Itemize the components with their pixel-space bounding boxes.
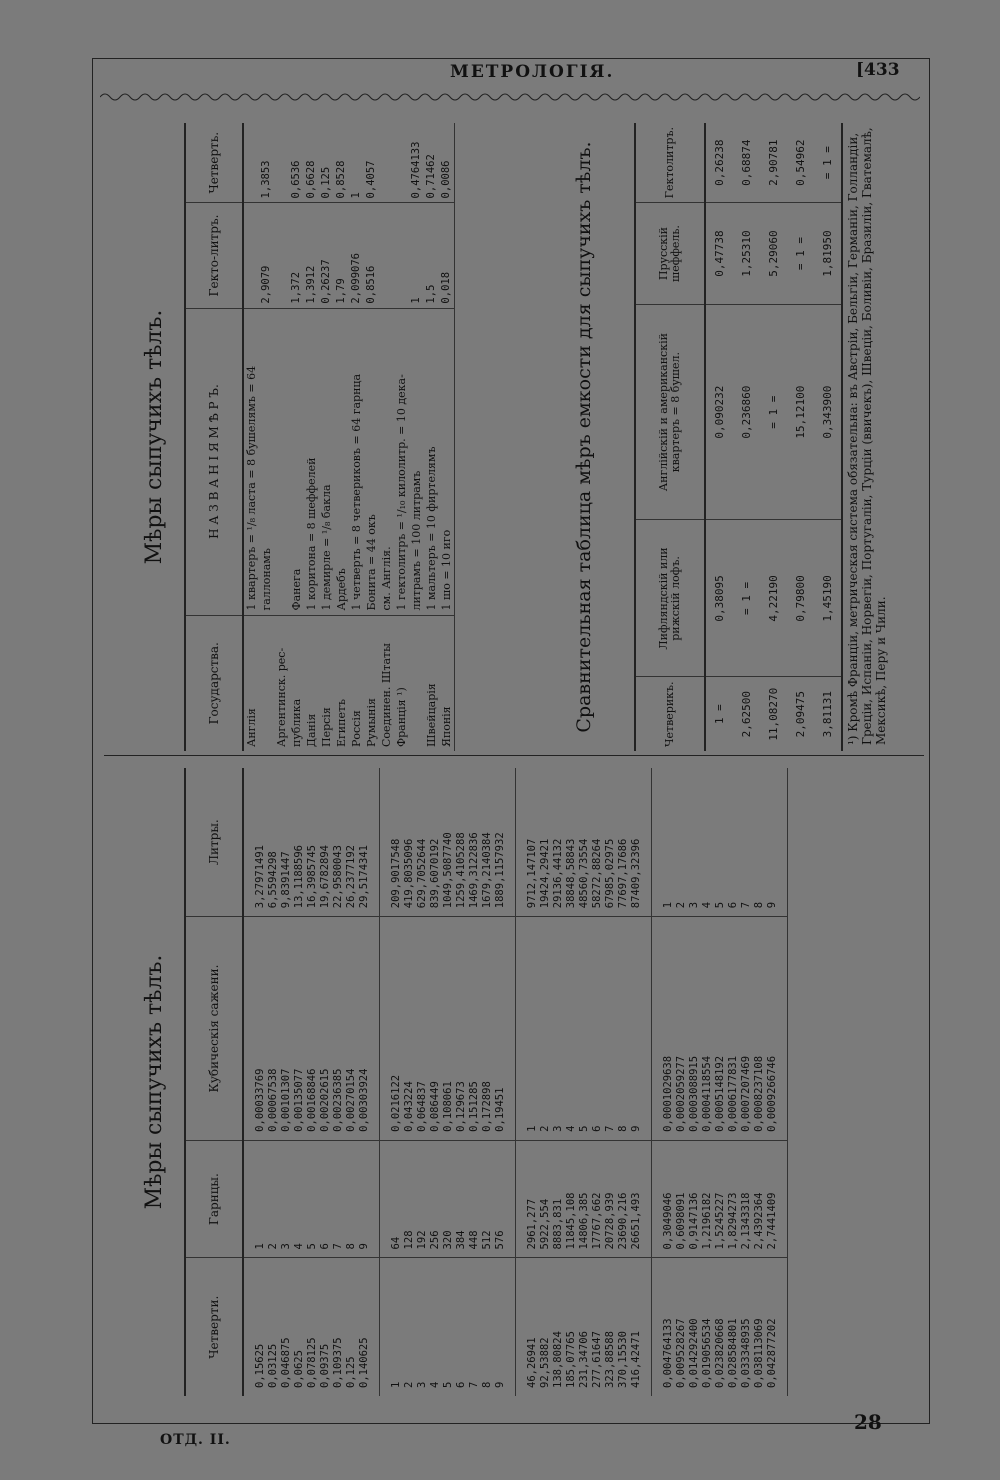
column-header: Н А З В А Н І Я М Ѣ Р Ъ. [185, 308, 243, 615]
table-cell: Швейцарія [424, 615, 439, 751]
table-row [334, 123, 349, 751]
table-cell: 0,6628 [305, 160, 317, 199]
table-row [424, 123, 439, 751]
table-cell: 0,38095 [705, 520, 733, 677]
table-cell: Россія [349, 615, 364, 751]
table-cell: 3,81131 [814, 677, 842, 751]
footnote: ¹) Кромѣ Франціи, метрическая система обязательна: въ Австріи, Бельгіи, Германіи, Голландіи, Греціи, Испаніи, Норвегіи, Португаліи, Турціи (ввичекъ), Швеціи, Боливіи, Бразиліи, Гватемалѣ, Мексикѣ, Перу и Чили. [846, 127, 888, 745]
section-label: ОТД. II. [160, 1432, 231, 1448]
table-cell: 0,125 [320, 166, 332, 199]
table-cell [379, 123, 394, 203]
table-cell: Аргентинск. рес- [274, 615, 289, 751]
table-row [243, 768, 380, 1396]
table-cell: 0,4764133 [410, 141, 422, 199]
table-row [364, 123, 379, 751]
foreign-measures-section [104, 119, 924, 756]
table-cell: = 1 = [814, 123, 842, 203]
table-cell: 0,343900 [814, 304, 842, 520]
table-cell: 1,372 [289, 203, 304, 308]
table-cell [243, 123, 259, 203]
table-cell: 1,5 [424, 203, 439, 308]
table-cell: 1 гектолитръ = ¹/₁₀ килолитр. = 10 дека- [394, 308, 409, 615]
column-header: Англійскій и американскій квартеръ = 8 бушел. [635, 304, 705, 520]
table-cell: 1 2 3 4 5 6 7 8 9 [243, 1140, 380, 1258]
table-cell: 1 = [705, 677, 733, 751]
table-cell: 0,8528 [335, 160, 347, 199]
table-row [259, 123, 274, 751]
conversion-section [104, 764, 924, 1400]
table-cell: 15,12100 [787, 304, 814, 520]
table-cell [259, 615, 274, 751]
foreign-measures-title: Мѣры сыпучихъ тѣлъ. [142, 309, 167, 565]
conversion-table [184, 768, 788, 1396]
table-cell: Англія [243, 615, 259, 751]
column-header: Кубическія сажени. [185, 917, 243, 1141]
table-cell: 1,3912 [304, 203, 319, 308]
table-cell: 0,15625 0,03125 0,046875 0,0625 0,078125 0,09375 0,109375 0,125 0,140625 [243, 1258, 380, 1396]
table-cell: 1 [409, 203, 424, 308]
table-cell: = 1 = [760, 304, 787, 520]
table-row [274, 123, 289, 751]
table-cell [409, 615, 424, 751]
table-cell: 0,00033769 0,00067538 0,00101307 0,00135077 0,00168846 0,00202615 0,00236385 0,00270154 0,00303924 [243, 917, 380, 1141]
column-header: Четверть. [185, 123, 243, 203]
table-cell: 1,45190 [814, 520, 842, 677]
table-cell [394, 123, 409, 203]
column-header: Гектолитръ. [635, 123, 705, 203]
table-row [409, 123, 424, 751]
table-cell: 209,9017548 419,8035096 629,7052644 839,6070192 1049,5087740 1259,4105288 1469,3122836 1679,2140384 1889,1157932 [380, 768, 516, 917]
table-cell: литрамъ = 100 литрамъ [409, 308, 424, 615]
table-cell: 0,004764133 0,009528267 0,014292400 0,019056534 0,023820668 0,028584801 0,033348935 0,038113069 0,042877202 [652, 1258, 788, 1396]
table-row [379, 123, 394, 751]
foreign-measures-table [184, 123, 455, 751]
table-cell: 1 мальтеръ = 10 фиртелямъ [424, 308, 439, 615]
table-cell: 4,22190 [760, 520, 787, 677]
table-row [705, 123, 733, 751]
table-row [760, 123, 787, 751]
table-cell: 0,6536 [290, 160, 302, 199]
table-cell: 1,25310 [733, 203, 760, 304]
table-cell: 2,62500 [733, 677, 760, 751]
table-cell: 2,9079 [259, 203, 274, 308]
table-cell: 0,4057 [365, 160, 377, 199]
table-row [319, 123, 334, 751]
table-cell: 0,26237 [319, 203, 334, 308]
table-row [439, 123, 455, 751]
table-cell: 5,29060 [760, 203, 787, 304]
table-row [787, 123, 814, 751]
comparison-table [634, 123, 843, 751]
table-cell: 0,0086 [439, 123, 455, 203]
table-cell: 1 четверть = 8 четвериковъ = 64 гарнца [349, 308, 364, 615]
table-cell: 0,3049046 0,6098091 0,9147136 1,2196182 1,5245227 1,8294273 2,1343318 2,4392364 2,7441409 [652, 1140, 788, 1258]
table-row [349, 123, 364, 751]
column-header: Литры. [185, 768, 243, 917]
table-cell: 1 коритона = 8 шеффелей [304, 308, 319, 615]
decorative-wavy-rule [100, 90, 920, 104]
table-cell: 0,236860 [733, 304, 760, 520]
table-row [394, 123, 409, 751]
table-cell: 2961,277 5922,554 8883,831 11845,108 14806,385 17767,662 20728,939 23690,216 26651,493 [516, 1140, 652, 1258]
column-header: Четверикъ. [635, 677, 705, 751]
table-cell: 2,09475 [787, 677, 814, 751]
table-cell: 1 2 3 4 5 6 7 8 9 [516, 917, 652, 1141]
table-cell: 0,68874 [740, 139, 753, 186]
table-row [243, 123, 259, 751]
table-cell [274, 123, 289, 203]
table-row [289, 123, 304, 751]
table-cell: Бонита = 44 окъ [364, 308, 379, 615]
table-cell: 9712,147107 19424,29421 29136,44132 38848,58843 48560,73554 58272,88264 67985,02975 77697,17686 87409,32396 [516, 768, 652, 917]
table-cell: 0,26238 [713, 139, 726, 186]
table-cell: = 1 = [787, 203, 814, 304]
table-cell: 11,08270 [760, 677, 787, 751]
table-cell: 0,090232 [705, 304, 733, 520]
table-cell: Египетъ [334, 615, 349, 751]
table-cell: Ардебъ [334, 308, 349, 615]
page-number: 28 [854, 1410, 882, 1434]
table-row [733, 123, 760, 751]
table-cell: 1 шо = 10 иго [439, 308, 455, 615]
table-cell: Персія [319, 615, 334, 751]
table-cell: 2,90781 [767, 139, 780, 186]
table-cell: 46,26941 92,53882 138,80824 185,07765 231,34706 277,61647 323,88588 370,15530 416,42471 [516, 1258, 652, 1396]
table-row [814, 123, 842, 751]
table-cell: 1 [350, 192, 362, 199]
table-cell: 3,27971491 6,5594298 9,8391447 13,1188596 16,3985745 19,6782894 22,9580043 26,2377192 29,5174341 [243, 768, 380, 917]
table-cell: 64 128 192 256 320 384 448 512 576 [380, 1140, 516, 1258]
table-cell: публика [289, 615, 304, 751]
column-header: Гекто-литръ. [185, 203, 243, 308]
table-row [516, 768, 652, 1396]
table-cell: 0,54962 [794, 139, 807, 186]
table-cell: 1 2 3 4 5 6 7 8 9 [652, 768, 788, 917]
footnote-rule [842, 585, 843, 745]
table-cell: Румынія [364, 615, 379, 751]
table-cell [274, 308, 289, 615]
comparison-title: Сравнительная таблица мѣръ емкости для сыпучихъ тѣлъ. [573, 141, 595, 733]
column-header: Четверти. [185, 1258, 243, 1396]
table-cell: см. Англія. [379, 308, 394, 615]
column-header: Государства. [185, 615, 243, 751]
table-cell: 1,3853 [260, 160, 272, 199]
table-cell: Фанега [289, 308, 304, 615]
table-cell: 1,79 [334, 203, 349, 308]
table-cell: 0,8516 [364, 203, 379, 308]
table-row [652, 768, 788, 1396]
table-cell: Соединен. Штаты [379, 615, 394, 751]
column-header: Лифляндскій или рижскій лофъ. [635, 520, 705, 677]
rotated-content [104, 120, 924, 1400]
table-cell: 2,099076 [349, 203, 364, 308]
table-cell: галлонамъ [259, 308, 274, 615]
running-head-title: МЕТРОЛОГІЯ. [450, 62, 615, 82]
table-cell [379, 203, 394, 308]
table-cell: 0,0216122 0,043224 0,064837 0,086449 0,108061 0,129673 0,151285 0,172898 0,19451 [380, 917, 516, 1141]
table-cell [394, 203, 409, 308]
column-header: Гарнцы. [185, 1140, 243, 1258]
table-cell: 0,79800 [787, 520, 814, 677]
table-cell: 0,0001029638 0,0002059277 0,0003088915 0,0004118554 0,0005148192 0,0006177831 0,0007207469 0,0008237108 0,0009266746 [652, 917, 788, 1141]
table-cell: 1,81950 [814, 203, 842, 304]
table-row [304, 123, 319, 751]
table-cell: = 1 = [733, 520, 760, 677]
running-head-page-ref: [433 [856, 60, 900, 80]
table-row [380, 768, 516, 1396]
conversion-title: Мѣры сыпучихъ тѣлъ. [142, 954, 167, 1210]
table-cell [243, 203, 259, 308]
table-cell [274, 203, 289, 308]
table-cell: 1 2 3 4 5 6 7 8 9 [380, 1258, 516, 1396]
table-cell: Японія [439, 615, 455, 751]
column-header: Прусскій шеффель. [635, 203, 705, 304]
table-cell: Франція ¹) [394, 615, 409, 751]
table-cell: 1 квартеръ = ¹/₈ ласта = 8 бушелямъ = 64 [243, 308, 259, 615]
table-cell: 0,018 [439, 203, 455, 308]
table-cell: Данія [304, 615, 319, 751]
table-cell: 1 демирле = ¹/₈ бакла [319, 308, 334, 615]
table-cell: 0,71462 [425, 154, 437, 199]
table-cell: 0,47738 [705, 203, 733, 304]
